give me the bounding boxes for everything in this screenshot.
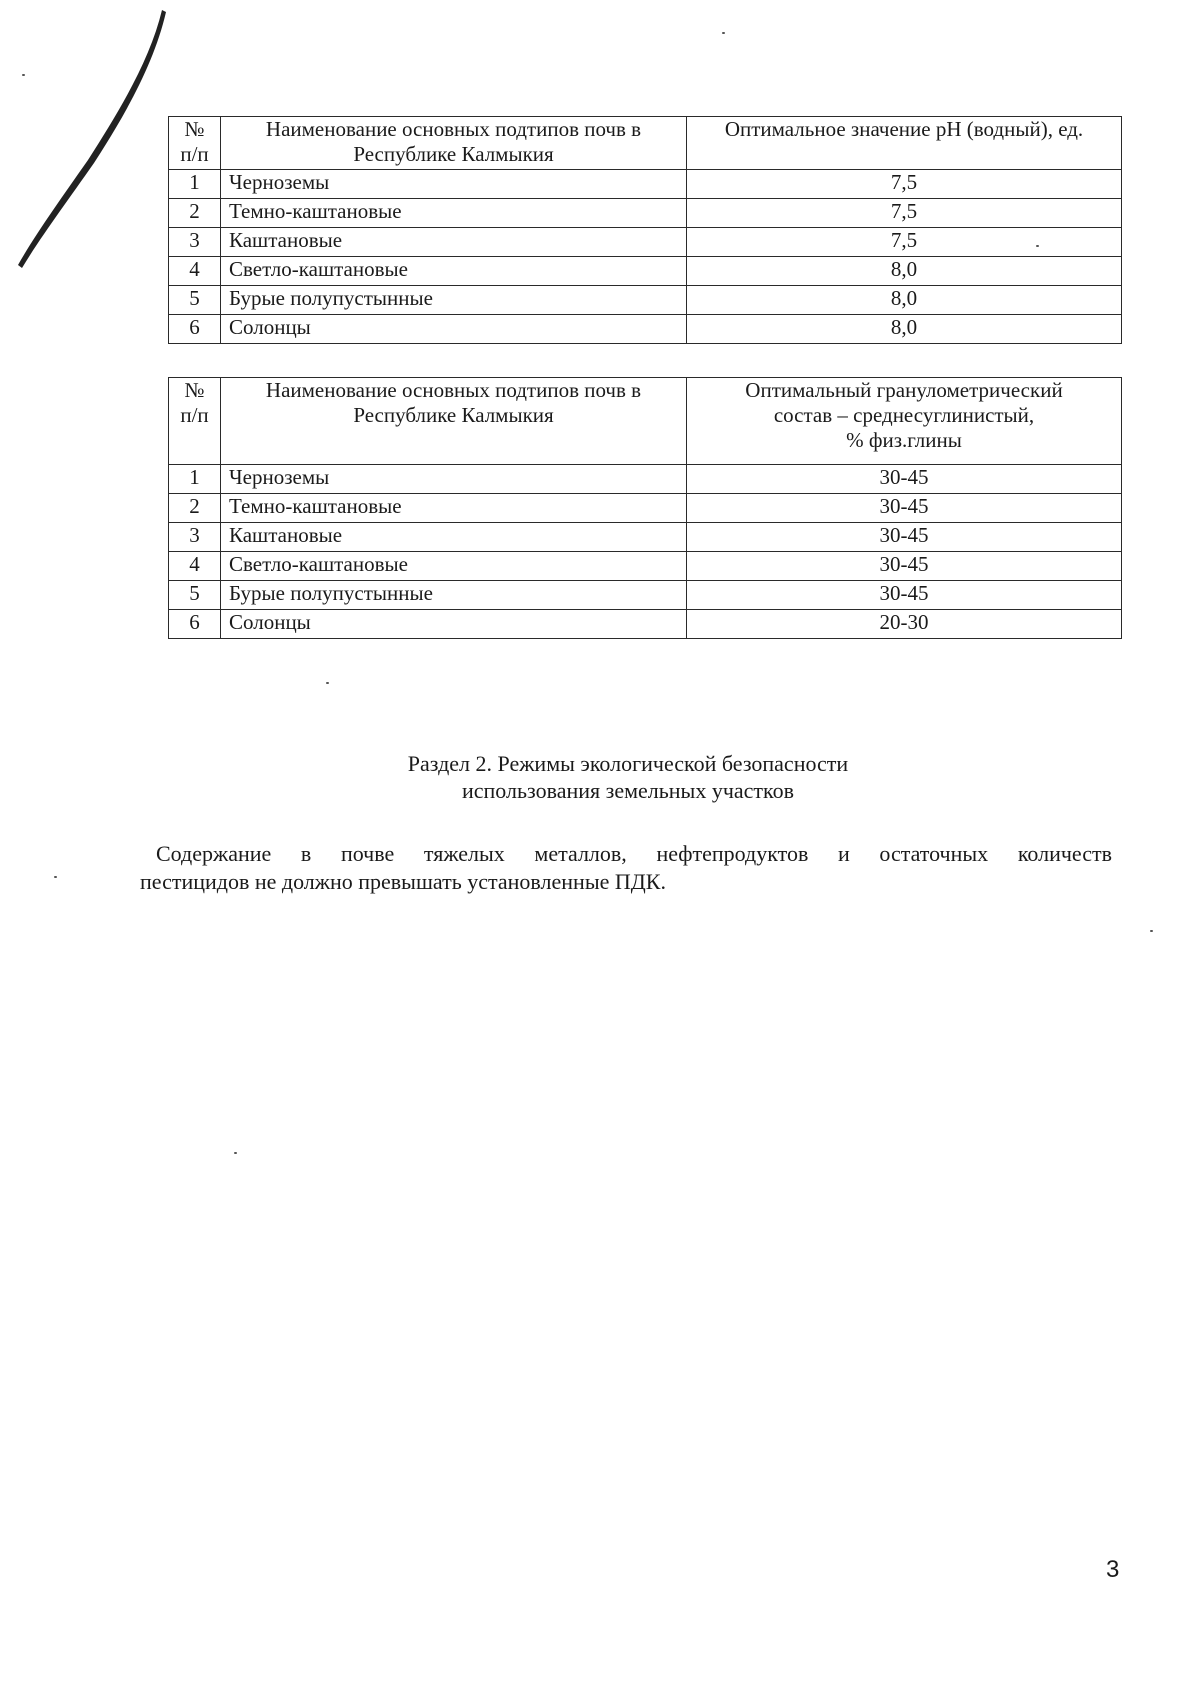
header-num: № п/п	[169, 117, 221, 170]
scan-speck	[1150, 930, 1153, 932]
table-row	[169, 228, 1122, 257]
scan-speck	[722, 32, 725, 34]
row-num: 6	[169, 315, 221, 344]
header-value-line: состав – среднесуглинистый,	[773, 403, 1035, 428]
table-row	[169, 523, 1122, 552]
table-row	[169, 199, 1122, 228]
section-title-line: Раздел 2. Режимы экологической безопасности	[407, 751, 849, 776]
row-clay-value: 30-45	[687, 465, 1122, 494]
row-soil-name: Светло-каштановые	[221, 552, 687, 581]
row-ph-value: 7,5	[687, 228, 1122, 257]
body-paragraph	[140, 840, 1112, 896]
table-row	[169, 170, 1122, 199]
row-soil-name: Солонцы	[221, 610, 687, 639]
table-row	[169, 286, 1122, 315]
row-num: 5	[169, 286, 221, 315]
row-ph-value: 8,0	[687, 286, 1122, 315]
row-num: 5	[169, 581, 221, 610]
granulometric-table-header	[169, 378, 1122, 465]
ph-table-header	[169, 117, 1122, 170]
section-title-line: использования земельных участков	[462, 778, 794, 803]
row-clay-value: 30-45	[687, 581, 1122, 610]
row-ph-value: 7,5	[687, 170, 1122, 199]
row-num: 2	[169, 494, 221, 523]
row-soil-name: Солонцы	[221, 315, 687, 344]
table-row	[169, 610, 1122, 639]
header-value-line: Оптимальный гранулометрический	[745, 378, 1063, 402]
page-number: 3	[1106, 1556, 1120, 1583]
row-num: 4	[169, 257, 221, 286]
row-ph-value: 8,0	[687, 257, 1122, 286]
row-soil-name: Темно-каштановые	[221, 494, 687, 523]
header-soil-name: Наименование основных подтипов почв в Республике Калмыкия	[221, 378, 687, 465]
row-num: 6	[169, 610, 221, 639]
row-soil-name: Бурые полупустынные	[221, 581, 687, 610]
table-row	[169, 581, 1122, 610]
row-soil-name: Бурые полупустынные	[221, 286, 687, 315]
header-ph-value: Оптимальное значение pH (водный), ед.	[687, 117, 1122, 170]
scan-speck	[54, 876, 57, 878]
header-num: № п/п	[169, 378, 221, 465]
row-num: 4	[169, 552, 221, 581]
granulometric-table	[168, 377, 1122, 639]
row-soil-name: Каштановые	[221, 523, 687, 552]
scan-speck	[1036, 245, 1039, 247]
row-num: 1	[169, 170, 221, 199]
row-soil-name: Темно-каштановые	[221, 199, 687, 228]
paragraph-line: пестицидов не должно превышать установленные ПДК.	[140, 869, 666, 894]
row-soil-name: Светло-каштановые	[221, 257, 687, 286]
row-num: 3	[169, 523, 221, 552]
row-ph-value: 7,5	[687, 199, 1122, 228]
table-row	[169, 552, 1122, 581]
table-row	[169, 465, 1122, 494]
row-num: 1	[169, 465, 221, 494]
row-num: 3	[169, 228, 221, 257]
ph-table	[168, 116, 1122, 344]
scan-speck	[22, 74, 25, 76]
table-row	[169, 257, 1122, 286]
header-value-line: % физ.глины	[846, 428, 962, 453]
row-ph-value: 8,0	[687, 315, 1122, 344]
section-title	[0, 750, 1200, 804]
row-clay-value: 20-30	[687, 610, 1122, 639]
table-row	[169, 494, 1122, 523]
row-clay-value: 30-45	[687, 552, 1122, 581]
row-soil-name: Каштановые	[221, 228, 687, 257]
header-soil-name: Наименование основных подтипов почв в Республике Калмыкия	[221, 117, 687, 170]
scan-speck	[326, 682, 329, 684]
row-clay-value: 30-45	[687, 494, 1122, 523]
row-clay-value: 30-45	[687, 523, 1122, 552]
header-granulometric-value	[687, 378, 1122, 465]
row-soil-name: Черноземы	[221, 170, 687, 199]
scan-speck	[234, 1152, 237, 1154]
table-row	[169, 315, 1122, 344]
paragraph-line: Содержание в почве тяжелых металлов, нефтепродуктов и остаточных количеств	[156, 841, 1112, 866]
row-num: 2	[169, 199, 221, 228]
row-soil-name: Черноземы	[221, 465, 687, 494]
